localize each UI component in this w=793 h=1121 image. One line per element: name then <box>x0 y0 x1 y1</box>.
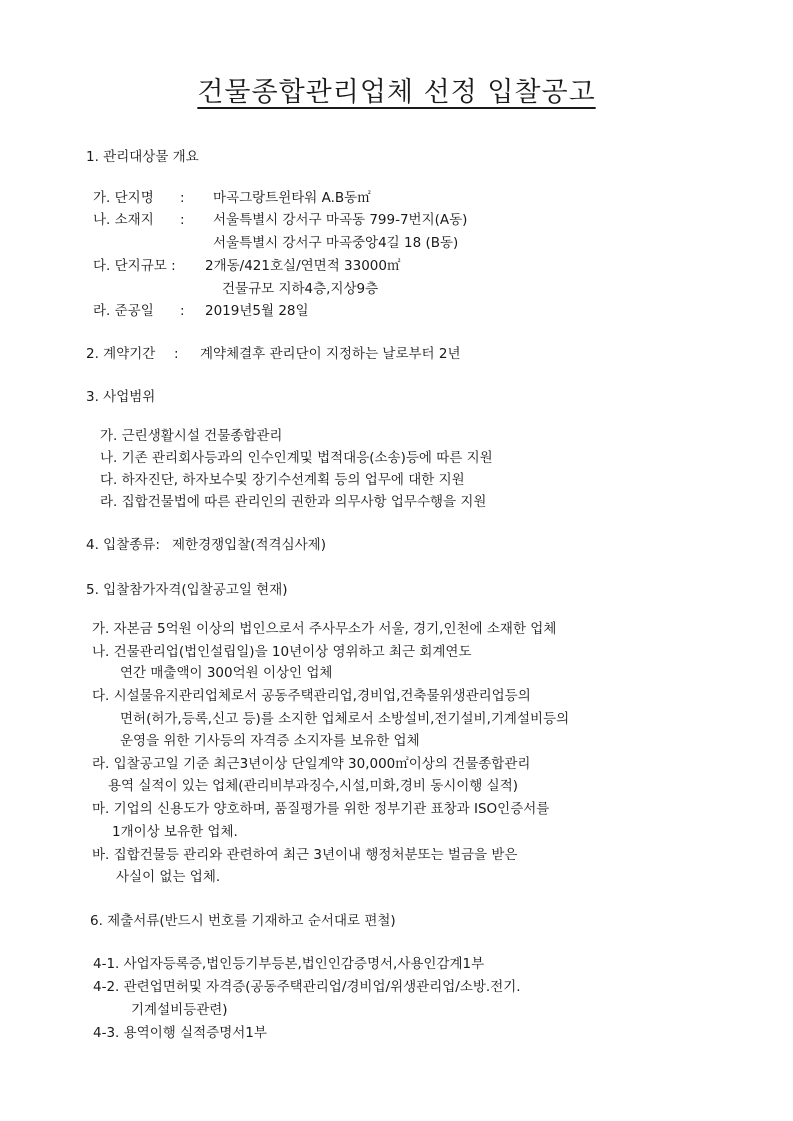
contract-period-value: 계약체결후 관리단이 지정하는 날로부터 2년 <box>200 346 461 362</box>
scope-item: 가. 근린생활시설 건물종합관리 <box>100 428 283 444</box>
section-4-heading: 4. 입찰종류: <box>86 537 160 553</box>
qualification-line: 바. 집합건물등 관리와 관련하여 최근 3년이내 행정처분또는 벌금을 받은 <box>92 847 518 863</box>
scope-item: 라. 집합건물법에 따른 관리인의 권한과 의무사항 업무수행을 지원 <box>100 494 487 510</box>
contract-period-sep: : <box>174 346 179 362</box>
qualification-line: 가. 자본금 5억원 이상의 법인으로서 주사무소가 서울, 경기,인천에 소재한 업체 <box>92 621 557 637</box>
qualification-line: 다. 시설물유지관리업체로서 공동주택관리업,경비업,건축물위생관리업등의 <box>92 688 531 704</box>
qualification-line: 1개이상 보유한 업체. <box>112 824 238 840</box>
completion-label: 라. 준공일 <box>93 303 154 319</box>
location-label: 나. 소재지 <box>93 212 154 228</box>
scale-value: 2개동/421호실/연면적 33000㎡ <box>205 258 401 274</box>
document-item: 기계설비등관련) <box>131 1002 228 1018</box>
section-1-heading: 1. 관리대상물 개요 <box>86 149 199 165</box>
document-item: 4-1. 사업자등록증,법인등기부등본,법인인감증명서,사용인감계1부 <box>93 956 485 972</box>
section-5-heading: 5. 입찰참가자격(입찰공고일 현재) <box>86 582 288 598</box>
qualification-line: 연간 매출액이 300억원 이상인 업체 <box>120 665 333 681</box>
document-item: 4-3. 용역이행 실적증명서1부 <box>93 1025 267 1041</box>
qualification-line: 사실이 없는 업체. <box>116 869 221 885</box>
bid-type-value: 제한경쟁입찰(적격심사제) <box>172 537 326 553</box>
section-2-heading: 2. 계약기간 <box>86 346 156 362</box>
location-value-b: 서울특별시 강서구 마곡중앙4길 18 (B동) <box>213 235 459 251</box>
completion-sep: : <box>180 303 185 319</box>
scope-item: 다. 하자진단, 하자보수및 장기수선계획 등의 업무에 대한 지원 <box>100 472 465 488</box>
location-sep: : <box>180 212 185 228</box>
section-6-heading: 6. 제출서류(반드시 번호를 기재하고 순서대로 편철) <box>90 913 396 929</box>
site-name-value: 마곡그랑트윈타워 A.B동㎡ <box>213 190 371 206</box>
section-3-heading: 3. 사업범위 <box>86 389 156 405</box>
site-name-sep: : <box>180 190 185 206</box>
qualification-line: 면허(허가,등록,신고 등)를 소지한 업체로서 소방설비,전기설비,기계설비등의 <box>120 711 570 727</box>
qualification-line: 라. 입찰공고일 기준 최근3년이상 단일계약 30,000㎡이상의 건물종합관리 <box>92 756 531 772</box>
scope-item: 나. 기존 관리회사등과의 인수인계및 법적대응(소송)등에 따른 지원 <box>100 450 493 466</box>
site-name-label: 가. 단지명 <box>93 190 154 206</box>
completion-value: 2019년5월 28일 <box>205 303 309 319</box>
qualification-line: 용역 실적이 있는 업체(관리비부과징수,시설,미화,경비 동시이행 실적) <box>108 778 519 794</box>
scale-label: 다. 단지규모 : <box>93 258 176 274</box>
qualification-line: 운영을 위한 기사등의 자격증 소지자를 보유한 업체 <box>120 733 420 749</box>
document-item: 4-2. 관련업면허및 자격증(공동주택관리업/경비업/위생관리업/소방.전기. <box>93 979 521 995</box>
building-scale-value: 건물규모 지하4층,지상9층 <box>222 281 379 297</box>
location-value-a: 서울특별시 강서구 마곡동 799-7번지(A동) <box>213 212 468 228</box>
qualification-line: 마. 기업의 신용도가 양호하며, 품질평가를 위한 정부기관 표창과 ISO인증서를 <box>92 801 550 817</box>
qualification-line: 나. 건물관리업(법인설립일)을 10년이상 영위하고 최근 회계연도 <box>92 644 472 660</box>
document-title: 건물종합관리업체 선정 입찰공고 <box>197 77 596 108</box>
